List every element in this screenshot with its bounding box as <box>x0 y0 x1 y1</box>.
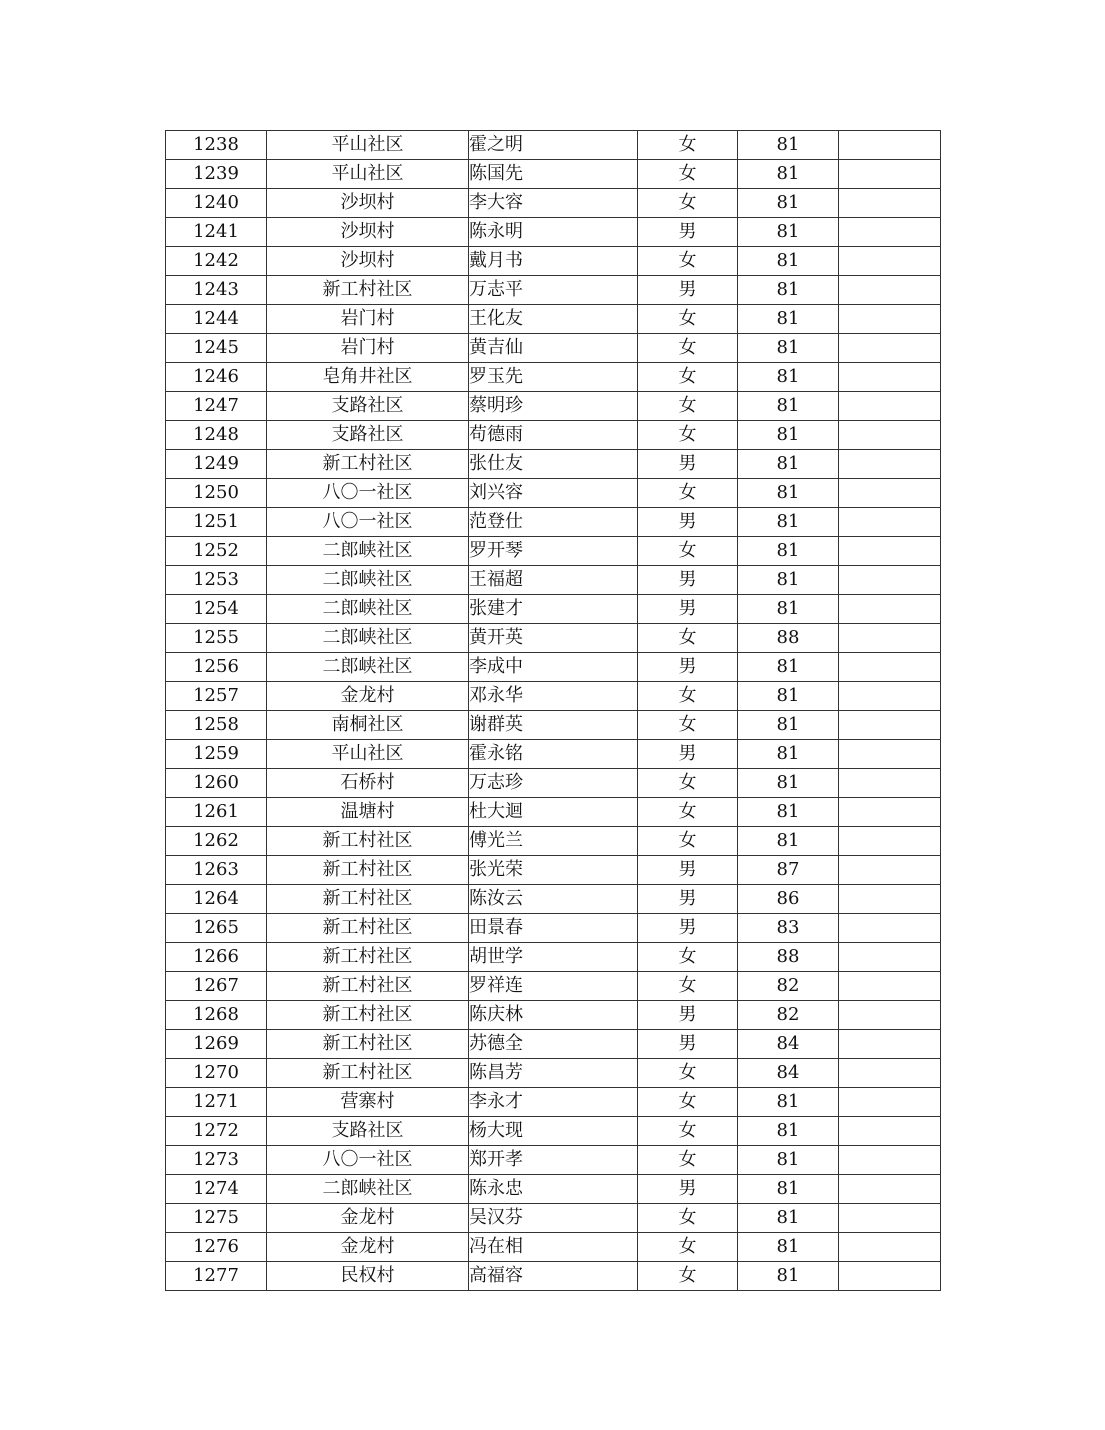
age-cell: 88 <box>738 943 839 972</box>
gender-cell: 男 <box>638 856 738 885</box>
community-cell: 新工村社区 <box>267 276 469 305</box>
age-cell: 83 <box>738 914 839 943</box>
age-cell: 81 <box>738 1088 839 1117</box>
age-cell: 81 <box>738 798 839 827</box>
serial-number-cell: 1265 <box>166 914 267 943</box>
name-cell: 罗玉先 <box>469 363 638 392</box>
serial-number-cell: 1271 <box>166 1088 267 1117</box>
gender-cell: 女 <box>638 1117 738 1146</box>
serial-number-cell: 1252 <box>166 537 267 566</box>
name-cell: 罗祥连 <box>469 972 638 1001</box>
gender-cell: 女 <box>638 1059 738 1088</box>
name-cell: 张建才 <box>469 595 638 624</box>
table-row <box>166 595 941 624</box>
table-row <box>166 798 941 827</box>
name-cell: 陈国先 <box>469 160 638 189</box>
remark-cell <box>839 131 941 160</box>
remark-cell <box>839 1059 941 1088</box>
age-cell: 81 <box>738 1204 839 1233</box>
serial-number-cell: 1276 <box>166 1233 267 1262</box>
gender-cell: 女 <box>638 827 738 856</box>
table-row <box>166 566 941 595</box>
community-cell: 支路社区 <box>267 1117 469 1146</box>
table-row <box>166 479 941 508</box>
community-cell: 新工村社区 <box>267 885 469 914</box>
age-cell: 87 <box>738 856 839 885</box>
gender-cell: 女 <box>638 479 738 508</box>
table-row <box>166 1030 941 1059</box>
remark-cell <box>839 682 941 711</box>
remark-cell <box>839 711 941 740</box>
remark-cell <box>839 479 941 508</box>
gender-cell: 女 <box>638 682 738 711</box>
community-cell: 石桥村 <box>267 769 469 798</box>
table-row <box>166 334 941 363</box>
serial-number-cell: 1261 <box>166 798 267 827</box>
serial-number-cell: 1250 <box>166 479 267 508</box>
serial-number-cell: 1269 <box>166 1030 267 1059</box>
gender-cell: 男 <box>638 508 738 537</box>
age-cell: 86 <box>738 885 839 914</box>
community-cell: 支路社区 <box>267 421 469 450</box>
remark-cell <box>839 624 941 653</box>
gender-cell: 女 <box>638 972 738 1001</box>
serial-number-cell: 1245 <box>166 334 267 363</box>
serial-number-cell: 1256 <box>166 653 267 682</box>
age-cell: 81 <box>738 305 839 334</box>
table-row <box>166 1001 941 1030</box>
age-cell: 81 <box>738 1262 839 1291</box>
gender-cell: 女 <box>638 1233 738 1262</box>
table-row <box>166 1117 941 1146</box>
remark-cell <box>839 247 941 276</box>
age-cell: 84 <box>738 1030 839 1059</box>
name-cell: 杜大迴 <box>469 798 638 827</box>
gender-cell: 女 <box>638 131 738 160</box>
name-cell: 刘兴容 <box>469 479 638 508</box>
community-cell: 八〇一社区 <box>267 1146 469 1175</box>
table-row <box>166 160 941 189</box>
age-cell: 81 <box>738 276 839 305</box>
age-cell: 81 <box>738 711 839 740</box>
age-cell: 81 <box>738 566 839 595</box>
age-cell: 81 <box>738 479 839 508</box>
age-cell: 81 <box>738 160 839 189</box>
age-cell: 81 <box>738 1233 839 1262</box>
name-cell: 邓永华 <box>469 682 638 711</box>
community-cell: 平山社区 <box>267 740 469 769</box>
name-cell: 吴汉芬 <box>469 1204 638 1233</box>
table-row <box>166 1233 941 1262</box>
serial-number-cell: 1244 <box>166 305 267 334</box>
serial-number-cell: 1263 <box>166 856 267 885</box>
table-row <box>166 682 941 711</box>
community-cell: 温塘村 <box>267 798 469 827</box>
serial-number-cell: 1272 <box>166 1117 267 1146</box>
age-cell: 81 <box>738 392 839 421</box>
name-cell: 黄吉仙 <box>469 334 638 363</box>
age-cell: 81 <box>738 450 839 479</box>
gender-cell: 女 <box>638 711 738 740</box>
gender-cell: 女 <box>638 537 738 566</box>
age-cell: 81 <box>738 595 839 624</box>
name-cell: 黄开英 <box>469 624 638 653</box>
table-row <box>166 1204 941 1233</box>
community-cell: 新工村社区 <box>267 914 469 943</box>
community-cell: 金龙村 <box>267 682 469 711</box>
serial-number-cell: 1249 <box>166 450 267 479</box>
community-cell: 二郎峡社区 <box>267 624 469 653</box>
table-row <box>166 740 941 769</box>
table-row <box>166 856 941 885</box>
table-row <box>166 276 941 305</box>
gender-cell: 男 <box>638 595 738 624</box>
serial-number-cell: 1257 <box>166 682 267 711</box>
serial-number-cell: 1243 <box>166 276 267 305</box>
table-row <box>166 508 941 537</box>
serial-number-cell: 1277 <box>166 1262 267 1291</box>
age-cell: 81 <box>738 1117 839 1146</box>
name-cell: 苟德雨 <box>469 421 638 450</box>
table-row <box>166 1088 941 1117</box>
gender-cell: 女 <box>638 769 738 798</box>
name-cell: 苏德全 <box>469 1030 638 1059</box>
community-cell: 岩门村 <box>267 334 469 363</box>
community-cell: 新工村社区 <box>267 450 469 479</box>
remark-cell <box>839 1117 941 1146</box>
community-cell: 沙坝村 <box>267 218 469 247</box>
age-cell: 81 <box>738 334 839 363</box>
serial-number-cell: 1255 <box>166 624 267 653</box>
remark-cell <box>839 1233 941 1262</box>
name-cell: 张仕友 <box>469 450 638 479</box>
gender-cell: 男 <box>638 566 738 595</box>
gender-cell: 女 <box>638 247 738 276</box>
gender-cell: 男 <box>638 914 738 943</box>
roster-table <box>165 130 941 1291</box>
table-row <box>166 885 941 914</box>
table-row <box>166 1262 941 1291</box>
table-row <box>166 218 941 247</box>
age-cell: 81 <box>738 189 839 218</box>
name-cell: 胡世学 <box>469 943 638 972</box>
remark-cell <box>839 276 941 305</box>
community-cell: 八〇一社区 <box>267 479 469 508</box>
community-cell: 新工村社区 <box>267 1030 469 1059</box>
remark-cell <box>839 856 941 885</box>
community-cell: 南桐社区 <box>267 711 469 740</box>
community-cell: 二郎峡社区 <box>267 566 469 595</box>
remark-cell <box>839 566 941 595</box>
remark-cell <box>839 537 941 566</box>
community-cell: 民权村 <box>267 1262 469 1291</box>
table-row <box>166 189 941 218</box>
remark-cell <box>839 827 941 856</box>
community-cell: 二郎峡社区 <box>267 595 469 624</box>
gender-cell: 女 <box>638 1146 738 1175</box>
age-cell: 81 <box>738 508 839 537</box>
age-cell: 81 <box>738 247 839 276</box>
table-row <box>166 624 941 653</box>
name-cell: 万志平 <box>469 276 638 305</box>
community-cell: 八〇一社区 <box>267 508 469 537</box>
age-cell: 81 <box>738 1175 839 1204</box>
remark-cell <box>839 595 941 624</box>
name-cell: 王化友 <box>469 305 638 334</box>
gender-cell: 女 <box>638 943 738 972</box>
community-cell: 新工村社区 <box>267 856 469 885</box>
age-cell: 81 <box>738 421 839 450</box>
name-cell: 范登仕 <box>469 508 638 537</box>
age-cell: 81 <box>738 1146 839 1175</box>
age-cell: 81 <box>738 682 839 711</box>
gender-cell: 女 <box>638 421 738 450</box>
gender-cell: 女 <box>638 1204 738 1233</box>
name-cell: 张光荣 <box>469 856 638 885</box>
remark-cell <box>839 450 941 479</box>
community-cell: 新工村社区 <box>267 943 469 972</box>
remark-cell <box>839 885 941 914</box>
name-cell: 李永才 <box>469 1088 638 1117</box>
community-cell: 平山社区 <box>267 131 469 160</box>
community-cell: 沙坝村 <box>267 247 469 276</box>
remark-cell <box>839 334 941 363</box>
serial-number-cell: 1248 <box>166 421 267 450</box>
table-row <box>166 943 941 972</box>
serial-number-cell: 1242 <box>166 247 267 276</box>
name-cell: 陈昌芳 <box>469 1059 638 1088</box>
table-row <box>166 392 941 421</box>
age-cell: 81 <box>738 769 839 798</box>
serial-number-cell: 1251 <box>166 508 267 537</box>
gender-cell: 女 <box>638 189 738 218</box>
community-cell: 营寨村 <box>267 1088 469 1117</box>
name-cell: 罗开琴 <box>469 537 638 566</box>
name-cell: 王福超 <box>469 566 638 595</box>
community-cell: 金龙村 <box>267 1233 469 1262</box>
age-cell: 84 <box>738 1059 839 1088</box>
serial-number-cell: 1273 <box>166 1146 267 1175</box>
remark-cell <box>839 1262 941 1291</box>
community-cell: 二郎峡社区 <box>267 537 469 566</box>
name-cell: 李成中 <box>469 653 638 682</box>
remark-cell <box>839 392 941 421</box>
table-row <box>166 653 941 682</box>
serial-number-cell: 1266 <box>166 943 267 972</box>
remark-cell <box>839 1175 941 1204</box>
name-cell: 霍永铭 <box>469 740 638 769</box>
gender-cell: 女 <box>638 334 738 363</box>
community-cell: 二郎峡社区 <box>267 1175 469 1204</box>
table-row <box>166 1146 941 1175</box>
name-cell: 田景春 <box>469 914 638 943</box>
age-cell: 81 <box>738 653 839 682</box>
table-row <box>166 711 941 740</box>
gender-cell: 男 <box>638 653 738 682</box>
name-cell: 陈永忠 <box>469 1175 638 1204</box>
table-row <box>166 537 941 566</box>
community-cell: 金龙村 <box>267 1204 469 1233</box>
table-row <box>166 450 941 479</box>
age-cell: 81 <box>738 827 839 856</box>
gender-cell: 女 <box>638 624 738 653</box>
age-cell: 81 <box>738 218 839 247</box>
remark-cell <box>839 421 941 450</box>
serial-number-cell: 1262 <box>166 827 267 856</box>
serial-number-cell: 1253 <box>166 566 267 595</box>
community-cell: 新工村社区 <box>267 827 469 856</box>
serial-number-cell: 1240 <box>166 189 267 218</box>
name-cell: 杨大现 <box>469 1117 638 1146</box>
name-cell: 万志珍 <box>469 769 638 798</box>
remark-cell <box>839 972 941 1001</box>
table-row <box>166 1175 941 1204</box>
community-cell: 支路社区 <box>267 392 469 421</box>
name-cell: 傅光兰 <box>469 827 638 856</box>
serial-number-cell: 1238 <box>166 131 267 160</box>
remark-cell <box>839 160 941 189</box>
gender-cell: 男 <box>638 1175 738 1204</box>
community-cell: 平山社区 <box>267 160 469 189</box>
serial-number-cell: 1254 <box>166 595 267 624</box>
remark-cell <box>839 508 941 537</box>
table-row <box>166 827 941 856</box>
gender-cell: 男 <box>638 1001 738 1030</box>
remark-cell <box>839 914 941 943</box>
name-cell: 陈汝云 <box>469 885 638 914</box>
table-row <box>166 305 941 334</box>
gender-cell: 男 <box>638 218 738 247</box>
age-cell: 81 <box>738 131 839 160</box>
gender-cell: 女 <box>638 1088 738 1117</box>
table-row <box>166 131 941 160</box>
remark-cell <box>839 1088 941 1117</box>
gender-cell: 女 <box>638 798 738 827</box>
age-cell: 81 <box>738 537 839 566</box>
serial-number-cell: 1274 <box>166 1175 267 1204</box>
gender-cell: 男 <box>638 885 738 914</box>
age-cell: 81 <box>738 740 839 769</box>
gender-cell: 男 <box>638 450 738 479</box>
serial-number-cell: 1267 <box>166 972 267 1001</box>
community-cell: 新工村社区 <box>267 1001 469 1030</box>
remark-cell <box>839 1146 941 1175</box>
name-cell: 冯在相 <box>469 1233 638 1262</box>
remark-cell <box>839 363 941 392</box>
serial-number-cell: 1270 <box>166 1059 267 1088</box>
remark-cell <box>839 1030 941 1059</box>
table-row <box>166 247 941 276</box>
table-row <box>166 421 941 450</box>
name-cell: 郑开孝 <box>469 1146 638 1175</box>
remark-cell <box>839 1204 941 1233</box>
serial-number-cell: 1241 <box>166 218 267 247</box>
gender-cell: 女 <box>638 392 738 421</box>
name-cell: 李大容 <box>469 189 638 218</box>
gender-cell: 男 <box>638 276 738 305</box>
serial-number-cell: 1258 <box>166 711 267 740</box>
remark-cell <box>839 189 941 218</box>
serial-number-cell: 1264 <box>166 885 267 914</box>
age-cell: 88 <box>738 624 839 653</box>
gender-cell: 男 <box>638 1030 738 1059</box>
community-cell: 新工村社区 <box>267 972 469 1001</box>
remark-cell <box>839 769 941 798</box>
remark-cell <box>839 740 941 769</box>
age-cell: 82 <box>738 972 839 1001</box>
serial-number-cell: 1239 <box>166 160 267 189</box>
table-row <box>166 972 941 1001</box>
serial-number-cell: 1259 <box>166 740 267 769</box>
gender-cell: 女 <box>638 305 738 334</box>
serial-number-cell: 1246 <box>166 363 267 392</box>
community-cell: 岩门村 <box>267 305 469 334</box>
name-cell: 陈永明 <box>469 218 638 247</box>
remark-cell <box>839 1001 941 1030</box>
remark-cell <box>839 653 941 682</box>
name-cell: 戴月书 <box>469 247 638 276</box>
gender-cell: 男 <box>638 740 738 769</box>
remark-cell <box>839 943 941 972</box>
name-cell: 霍之明 <box>469 131 638 160</box>
name-cell: 谢群英 <box>469 711 638 740</box>
gender-cell: 女 <box>638 160 738 189</box>
community-cell: 新工村社区 <box>267 1059 469 1088</box>
serial-number-cell: 1260 <box>166 769 267 798</box>
table-row <box>166 1059 941 1088</box>
roster-table-body <box>166 131 941 1291</box>
table-row <box>166 769 941 798</box>
gender-cell: 女 <box>638 1262 738 1291</box>
remark-cell <box>839 218 941 247</box>
age-cell: 82 <box>738 1001 839 1030</box>
serial-number-cell: 1247 <box>166 392 267 421</box>
name-cell: 高福容 <box>469 1262 638 1291</box>
age-cell: 81 <box>738 363 839 392</box>
table-row <box>166 914 941 943</box>
name-cell: 陈庆林 <box>469 1001 638 1030</box>
community-cell: 皂角井社区 <box>267 363 469 392</box>
gender-cell: 女 <box>638 363 738 392</box>
serial-number-cell: 1268 <box>166 1001 267 1030</box>
remark-cell <box>839 305 941 334</box>
remark-cell <box>839 798 941 827</box>
community-cell: 沙坝村 <box>267 189 469 218</box>
table-row <box>166 363 941 392</box>
serial-number-cell: 1275 <box>166 1204 267 1233</box>
community-cell: 二郎峡社区 <box>267 653 469 682</box>
name-cell: 蔡明珍 <box>469 392 638 421</box>
